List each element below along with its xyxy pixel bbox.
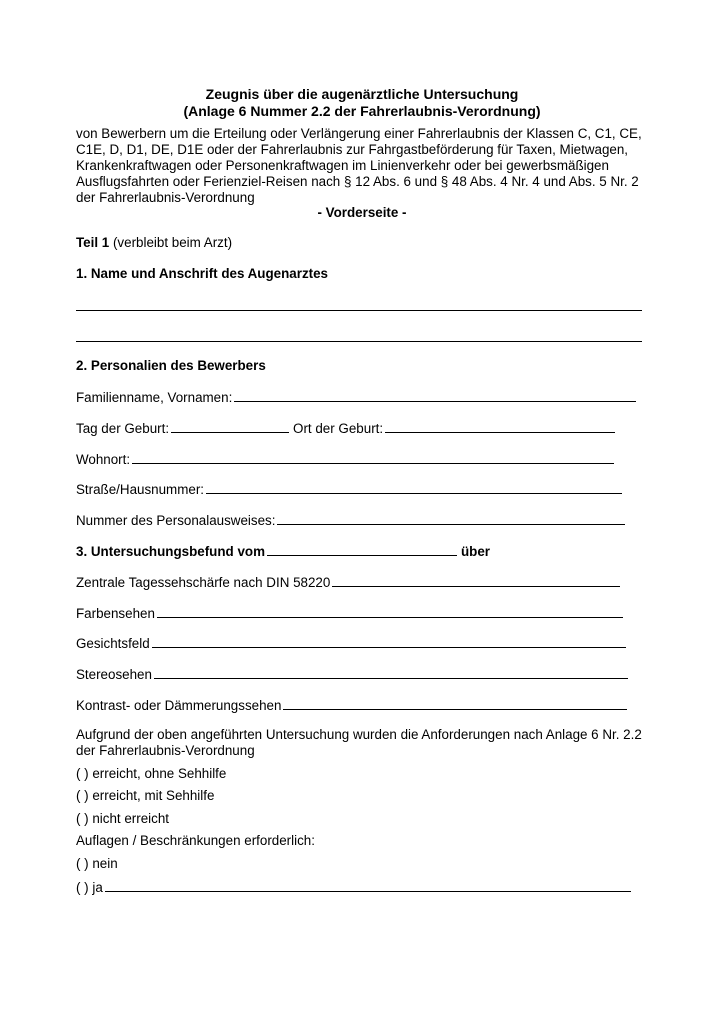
section3-heading-suffix: über — [460, 544, 491, 559]
doctor-address-line[interactable] — [76, 341, 642, 342]
kontrast-row — [76, 697, 627, 714]
ausweis-label: Nummer des Personalausweises: — [76, 513, 276, 528]
kontrast-field[interactable] — [283, 697, 627, 710]
farbensehen-field[interactable] — [157, 605, 623, 618]
stereosehen-row — [76, 666, 628, 683]
strasse-label: Straße/Hausnummer: — [76, 482, 204, 497]
gesichtsfeld-label: Gesichtsfeld — [76, 636, 150, 651]
sehschaerfe-label: Zentrale Tagessehschärfe nach DIN 58220 — [76, 575, 331, 590]
document-subtitle-law: (Anlage 6 Nummer 2.2 der Fahrerlaubnis-Verordnung) — [183, 103, 541, 119]
teil-note: (verbleibt beim Arzt) — [109, 235, 233, 250]
document-title: Zeugnis über die augenärztliche Untersuchung — [205, 86, 519, 102]
teil-label-row — [76, 235, 232, 251]
result-paragraph — [76, 727, 642, 759]
familienname-label: Familienname, Vornamen: — [76, 390, 233, 405]
auflagen-label: Auflagen / Beschränkungen erforderlich: — [76, 833, 315, 848]
geburtstag-field[interactable] — [171, 420, 289, 433]
familienname-row — [76, 389, 636, 406]
gesichtsfeld-row — [76, 635, 626, 652]
result-text-line: Aufgrund der oben angeführten Untersuchung wurden die Anforderungen nach Anlage 6 Nr. 2.2 — [76, 727, 642, 742]
option-ja[interactable]: ( ) ja — [76, 880, 103, 895]
wohnort-row — [76, 451, 614, 468]
sehschaerfe-field[interactable] — [332, 574, 620, 587]
section1-heading: 1. Name und Anschrift des Augenarztes — [76, 266, 328, 281]
kontrast-label: Kontrast- oder Dämmerungssehen — [76, 698, 282, 713]
farbensehen-row — [76, 605, 623, 622]
option-ohne-sehhilfe[interactable]: ( ) erreicht, ohne Sehhilfe — [76, 766, 227, 781]
ausweis-row — [76, 512, 625, 529]
intro-line: der Fahrerlaubnis-Verordnung — [76, 190, 255, 205]
sehschaerfe-row — [76, 574, 620, 591]
strasse-row — [76, 481, 622, 498]
section3-heading-row — [76, 543, 490, 560]
stereosehen-field[interactable] — [154, 666, 628, 679]
wohnort-label: Wohnort: — [76, 452, 131, 467]
doctor-name-line[interactable] — [76, 310, 642, 311]
geburt-row — [76, 420, 615, 437]
intro-line: Krankenkraftwagen oder Personenkraftwagen im Linienverkehr oder bei gewerbsmäßigen — [76, 158, 609, 173]
teil-label: Teil 1 — [76, 235, 110, 250]
familienname-field[interactable] — [234, 389, 636, 402]
section2-heading: 2. Personalien des Bewerbers — [76, 358, 266, 373]
page-side-label: - Vorderseite - — [317, 205, 407, 220]
geburtstag-label: Tag der Geburt: — [76, 421, 170, 436]
section3-heading: 3. Untersuchungsbefund vom — [76, 544, 265, 559]
option-mit-sehhilfe[interactable]: ( ) erreicht, mit Sehhilfe — [76, 788, 215, 803]
auflagen-field[interactable] — [105, 879, 631, 892]
geburtsort-field[interactable] — [385, 420, 615, 433]
farbensehen-label: Farbensehen — [76, 606, 155, 621]
geburtsort-label: Ort der Geburt: — [293, 421, 384, 436]
intro-line: C1E, D, D1, DE, D1E oder der Fahrerlaubnis zur Fahrgastbeförderung für Taxen, Mietwagen, — [76, 142, 629, 157]
intro-paragraph — [76, 126, 656, 206]
untersuchungsdatum-field[interactable] — [267, 543, 457, 556]
wohnort-field[interactable] — [132, 451, 614, 464]
ausweis-field[interactable] — [277, 512, 625, 525]
intro-line: von Bewerbern um die Erteilung oder Verlängerung einer Fahrerlaubnis der Klassen C, C1, CE, — [76, 126, 642, 141]
stereosehen-label: Stereosehen — [76, 667, 152, 682]
gesichtsfeld-field[interactable] — [152, 635, 626, 648]
result-text-line: der Fahrerlaubnis-Verordnung — [76, 743, 255, 758]
option-nein[interactable]: ( ) nein — [76, 856, 118, 871]
strasse-field[interactable] — [206, 481, 622, 494]
ja-row — [76, 879, 631, 896]
intro-line: Ausflugsfahrten oder Ferienziel-Reisen nach § 12 Abs. 6 und § 48 Abs. 4 Nr. 4 und Abs. 5 Nr. 2 — [76, 174, 639, 189]
option-nicht-erreicht[interactable]: ( ) nicht erreicht — [76, 811, 170, 826]
